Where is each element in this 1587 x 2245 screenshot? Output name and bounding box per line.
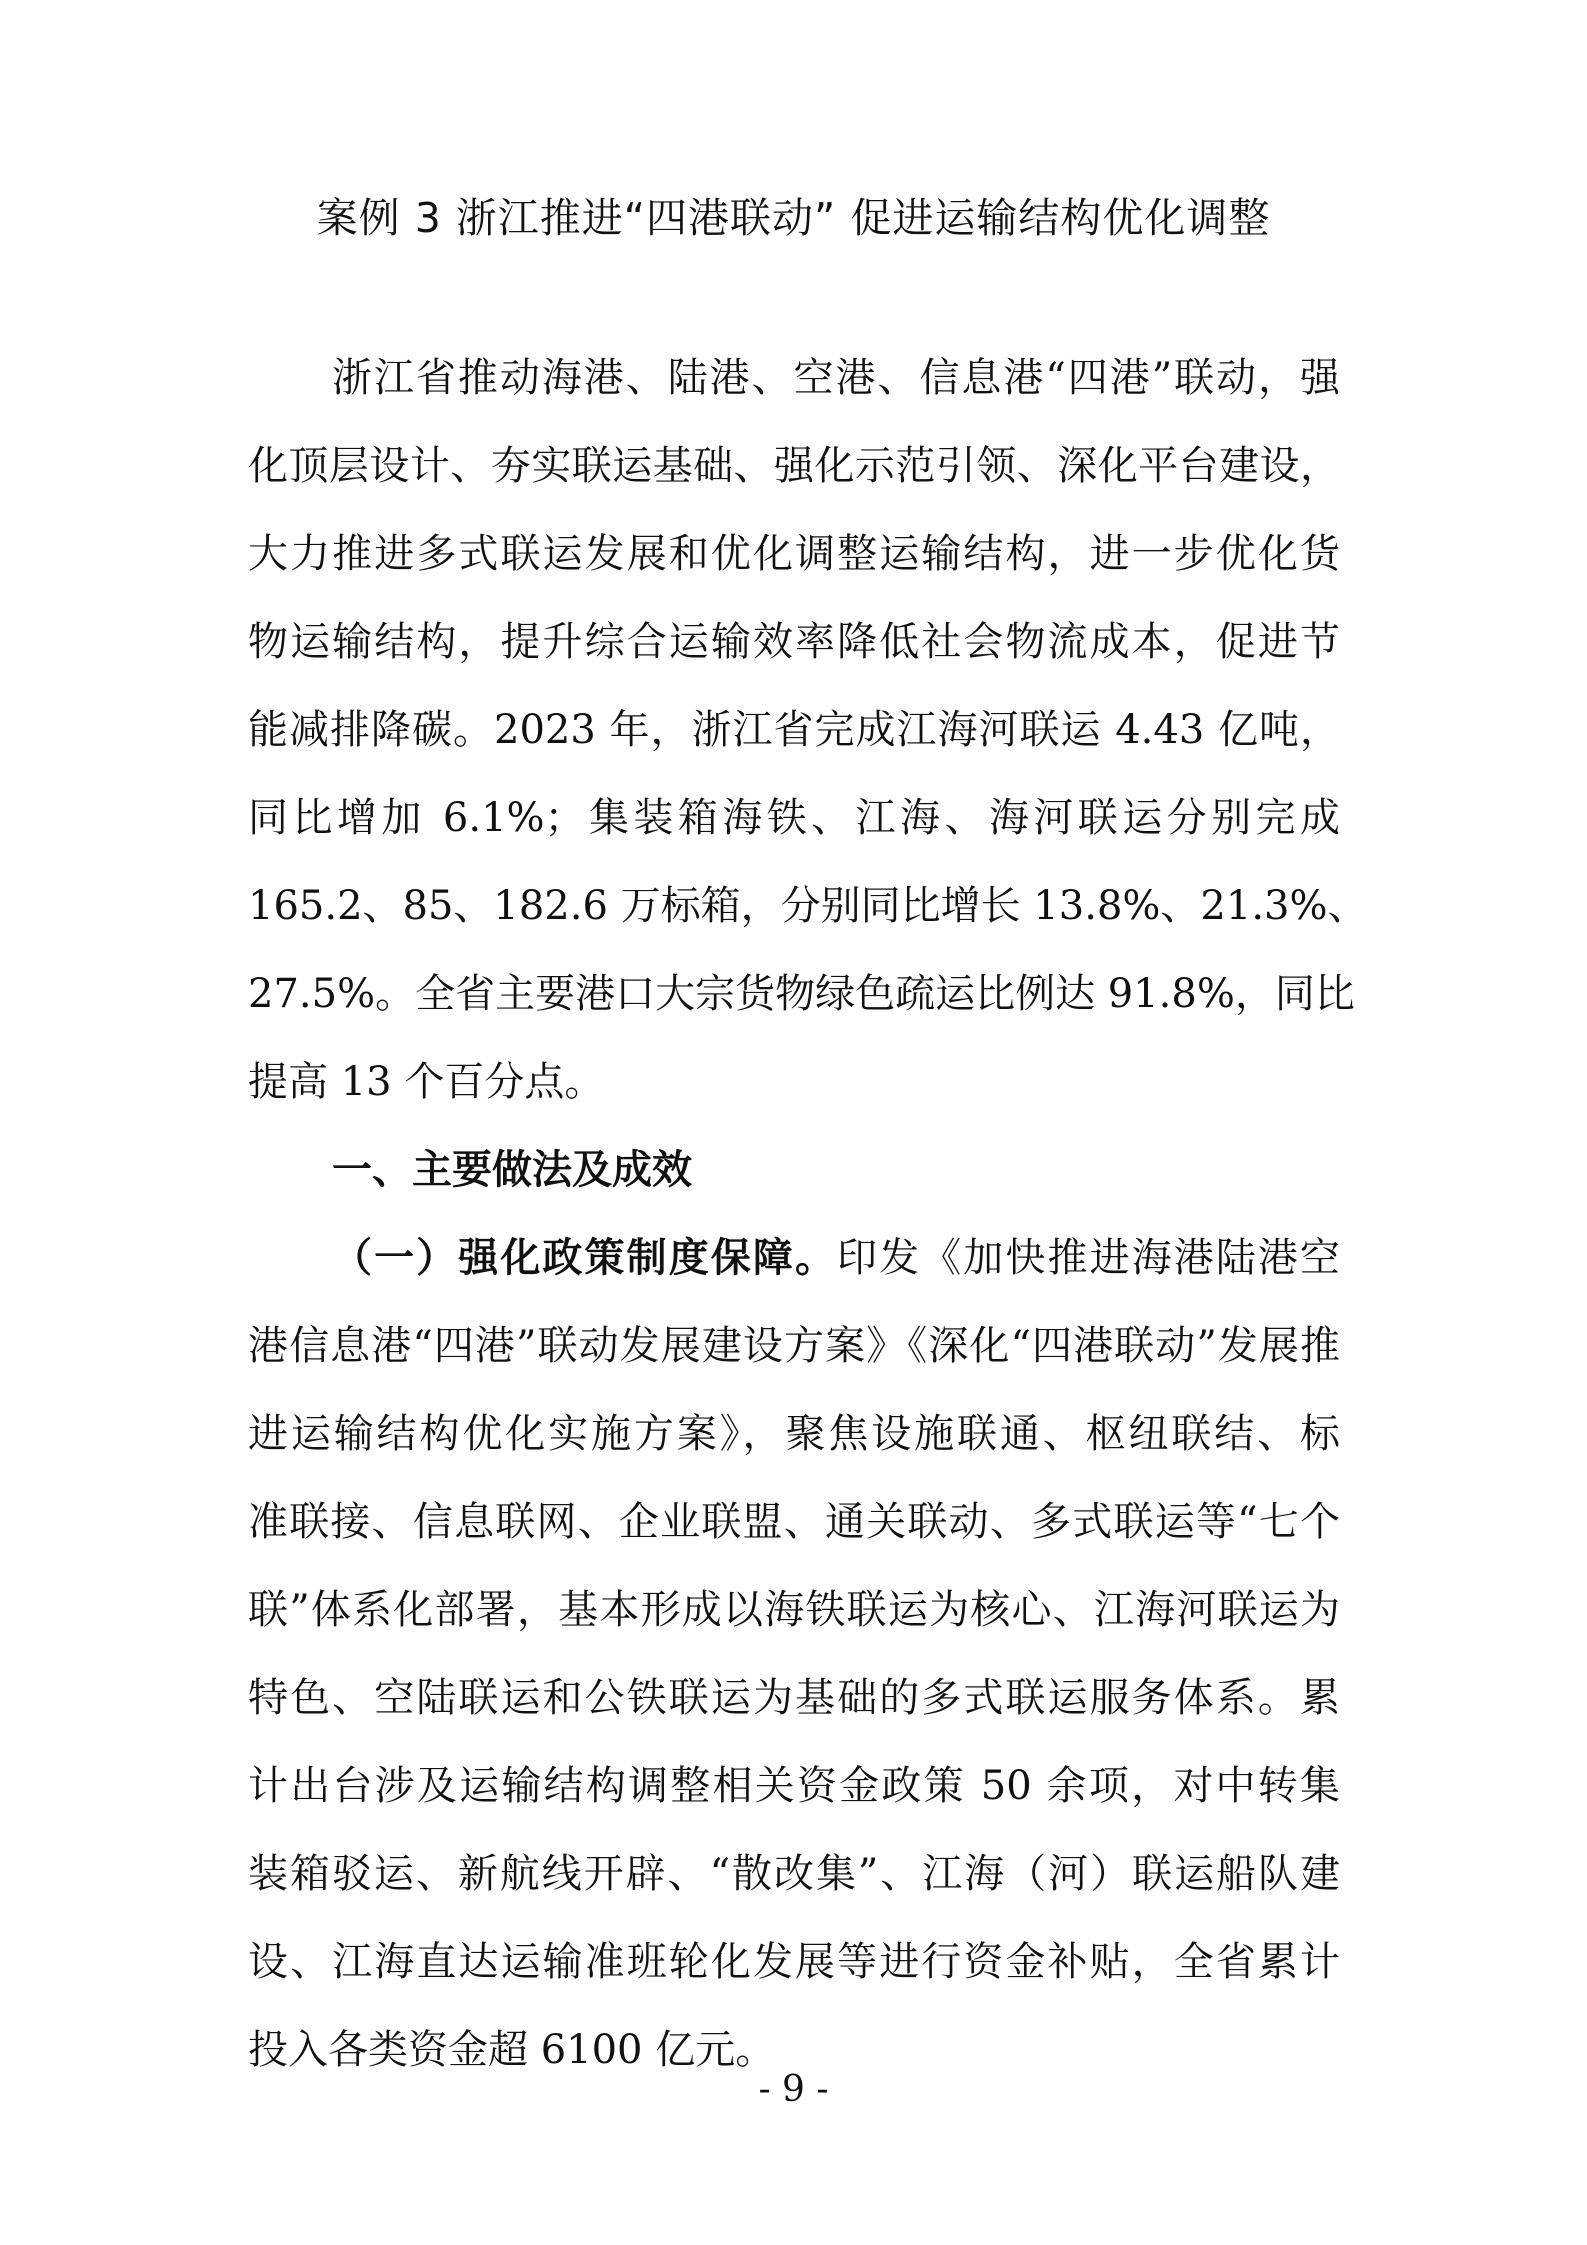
paragraph-line: 进运输结构优化实施方案》，聚焦设施联通、枢纽联结、标	[248, 1411, 1340, 1457]
paragraph-line: 165.2、85、182.6 万标箱，分别同比增长 13.8%、21.3%、	[248, 883, 1368, 929]
paragraph-line: 计出台涉及运输结构调整相关资金政策 50 余项，对中转集	[248, 1763, 1340, 1809]
paragraph-line: 27.5%。全省主要港口大宗货物绿色疏运比例达 91.8%，同比	[248, 971, 1355, 1017]
subsection-first-line-text: 印发《加快推进海港陆港空	[837, 1235, 1341, 1281]
subsection-first-line	[248, 1214, 1340, 1302]
paragraph-line: 装箱驳运、新航线开辟、“散改集”、江海（河）联运船队建	[248, 1851, 1340, 1897]
paragraph-line: 港信息港“四港”联动发展建设方案》《深化“四港联动”发展推	[248, 1323, 1340, 1369]
paragraph-line: 联”体系化部署，基本形成以海铁联运为核心、江海河联运为	[248, 1587, 1340, 1633]
paragraph-line: 浙江省推动海港、陆港、空港、信息港“四港”联动，强	[332, 355, 1340, 401]
paragraph-line: 提高 13 个百分点。	[248, 1059, 605, 1105]
page-number: - 9 -	[758, 2069, 829, 2110]
paragraph-line: 能减排降碳。2023 年，浙江省完成江海河联运 4.43 亿吨，	[248, 707, 1340, 753]
paragraph-line: 准联接、信息联网、企业联盟、通关联动、多式联运等“七个	[248, 1499, 1340, 1545]
paragraph-line: 物运输结构，提升综合运输效率降低社会物流成本，促进节	[248, 619, 1340, 665]
subsection-title: （一）强化政策制度保障。	[332, 1234, 838, 1281]
section-heading: 一、主要做法及成效	[332, 1147, 692, 1193]
document-body	[248, 334, 1368, 2094]
paragraph-line: 特色、空陆联运和公铁联运为基础的多式联运服务体系。累	[248, 1675, 1340, 1721]
paragraph-line: 设、江海直达运输准班轮化发展等进行资金补贴，全省累计	[248, 1939, 1340, 1985]
case-title: 案例 3 浙江推进“四港联动” 促进运输结构优化调整	[316, 194, 1271, 242]
paragraph-line: 大力推进多式联运发展和优化调整运输结构，进一步优化货	[248, 531, 1340, 577]
paragraph-line: 投入各类资金超 6100 亿元。	[248, 2027, 776, 2073]
paragraph-line: 化顶层设计、夯实联运基础、强化示范引领、深化平台建设，	[248, 443, 1340, 489]
paragraph-line: 同比增加 6.1%；集装箱海铁、江海、海河联运分别完成	[248, 795, 1340, 841]
